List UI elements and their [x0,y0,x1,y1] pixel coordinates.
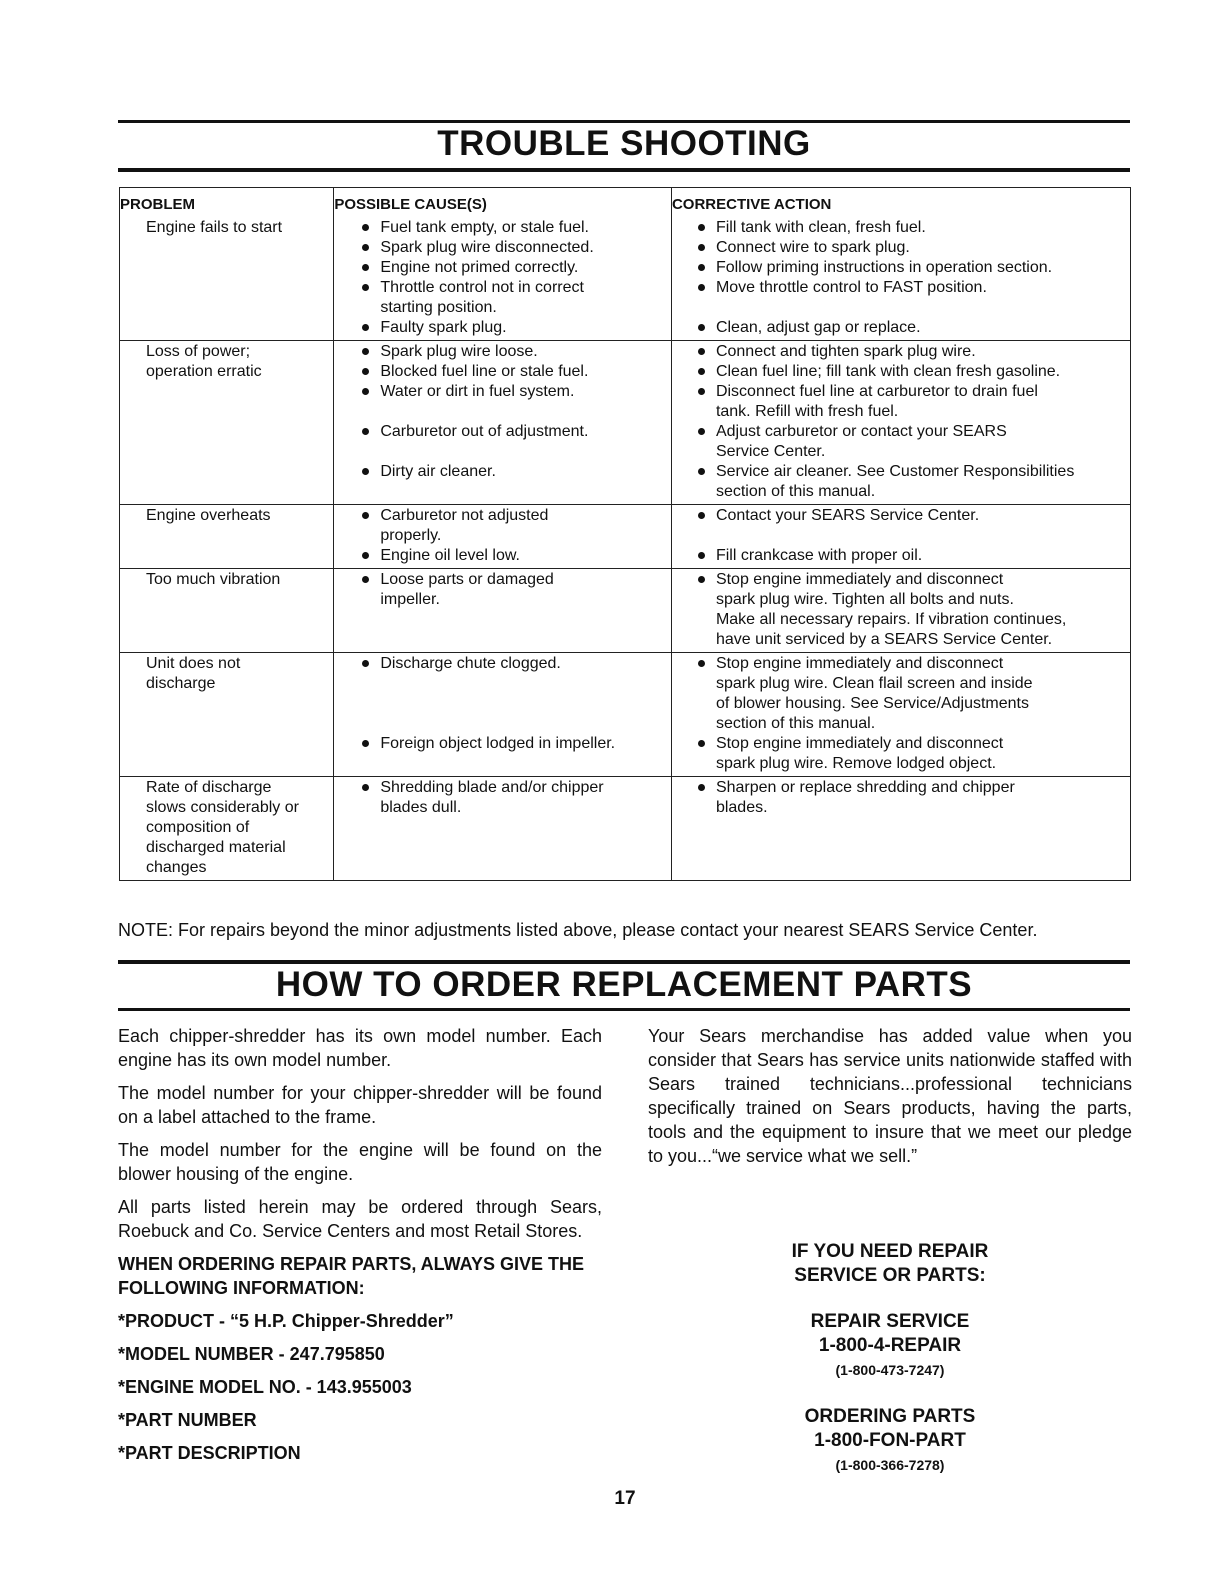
repair-service-label: REPAIR SERVICE [810,1311,970,1332]
problem-text: composition of [146,819,250,836]
action-item: Clean, adjust gap or replace. [696,318,1126,338]
problem-text: Loss of power; [146,343,251,360]
table-row [120,653,1131,777]
cause-item: Spark plug wire disconnected. [360,238,665,258]
problem-text: discharge [146,675,216,692]
problem-header: PROBLEM [120,188,334,218]
cause-item: Carburetor not adjusted [360,506,665,526]
table-row [120,217,1131,341]
table-row [120,569,1131,653]
ordering-item: *PRODUCT - “5 H.P. Chipper-Shredder” [118,1311,454,1331]
action-item-continued: spark plug wire. Remove lodged object. [715,755,997,772]
action-item-continued: Make all necessary repairs. If vibration continues, [715,611,1067,628]
ordering-item: *PART NUMBER [118,1410,257,1430]
cause-item: Engine oil level low. [360,546,665,566]
problem-text: operation erratic [146,363,262,380]
order-section-top-rule [118,960,1130,964]
ordering-parts-block [760,1405,1020,1475]
cause-item: Fuel tank empty, or stale fuel. [360,218,665,238]
ordering-info-heading: WHEN ORDERING REPAIR PARTS, ALWAYS GIVE THE FOLLOWING INFORMATION: [118,1254,585,1298]
ordering-parts-phone: 1-800-FON-PART [814,1430,966,1451]
paragraph: Each chipper-shredder has its own model number. Each engine has its own model number. [118,1026,602,1070]
order-parts-title: HOW TO ORDER REPLACEMENT PARTS [275,965,973,1004]
action-item: Stop engine immediately and disconnect [696,734,1126,754]
repair-service-phone: 1-800-4-REPAIR [818,1335,962,1356]
paragraph: All parts listed herein may be ordered through Sears, Roebuck and Co. Service Centers and most Retail Stores. [118,1197,602,1241]
action-item: Connect and tighten spark plug wire. [696,342,1126,362]
cause-item: Throttle control not in correct [360,278,665,298]
table-header-row [120,188,1131,218]
cause-item: Engine not primed correctly. [360,258,665,278]
table-row [120,777,1131,881]
cause-item-continued: blades dull. [380,799,462,816]
repair-note: NOTE: For repairs beyond the minor adjustments listed above, please contact your nearest SEARS Service Center. [118,920,1038,940]
ordering-parts-digits: (1-800-366-7278) [835,1457,945,1473]
problem-text: Unit does not [146,655,241,672]
cause-item: Spark plug wire loose. [360,342,665,362]
table-row [120,341,1131,505]
action-item-continued: section of this manual. [715,483,876,500]
cause-item-continued: impeller. [380,591,440,608]
cause-item: Discharge chute clogged. [360,654,665,674]
cause-item: Blocked fuel line or stale fuel. [360,362,665,382]
page-number: 17 [614,1488,636,1509]
cause-item: Foreign object lodged in impeller. [360,734,665,754]
paragraph: The model number for the engine will be found on the blower housing of the engine. [118,1140,602,1184]
problem-text: changes [146,859,207,876]
problem-text: Too much vibration [146,571,281,588]
title-underline [118,168,1130,172]
trouble-shooting-title: TROUBLE SHOOTING [437,124,811,163]
action-item: Stop engine immediately and disconnect [696,570,1126,590]
action-item-continued: spark plug wire. Tighten all bolts and nuts. [715,591,1014,608]
paragraph: The model number for your chipper-shredder will be found on a label attached to the frame. [118,1083,602,1127]
order-title-underline [118,1008,1130,1011]
action-item: Fill crankcase with proper oil. [696,546,1126,566]
problem-text: Engine fails to start [146,219,283,236]
trouble-shooting-table [119,187,1131,881]
action-item: Adjust carburetor or contact your SEARS [696,422,1126,442]
action-header: CORRECTIVE ACTION [671,188,1130,218]
action-item-continued: of blower housing. See Service/Adjustments [715,695,1029,712]
top-rule [118,120,1130,123]
need-repair-block [760,1240,1020,1288]
action-item: Contact your SEARS Service Center. [696,506,1126,526]
action-item-continued: spark plug wire. Clean flail screen and inside [715,675,1033,692]
order-left-column [118,1024,602,1474]
cause-item-continued: starting position. [380,299,497,316]
problem-text: slows considerably or [146,799,299,816]
problem-text: Engine overheats [146,507,271,524]
action-item: Move throttle control to FAST position. [696,278,1126,298]
problem-text: discharged material [146,839,286,856]
need-repair-line: SERVICE OR PARTS: [794,1265,986,1286]
action-item: Clean fuel line; fill tank with clean fresh gasoline. [696,362,1126,382]
action-item: Service air cleaner. See Customer Responsibilities [696,462,1126,482]
action-item: Sharpen or replace shredding and chipper [696,778,1126,798]
cause-item: Faulty spark plug. [360,318,665,338]
action-item-continued: tank. Refill with fresh fuel. [715,403,899,420]
causes-header: POSSIBLE CAUSE(S) [334,188,672,218]
cause-item-continued: properly. [380,527,442,544]
action-item: Stop engine immediately and disconnect [696,654,1126,674]
action-item: Fill tank with clean, fresh fuel. [696,218,1126,238]
action-item-continued: Service Center. [715,443,826,460]
action-item-continued: have unit serviced by a SEARS Service Center. [715,631,1053,648]
table-row [120,505,1131,569]
cause-item: Carburetor out of adjustment. [360,422,665,442]
cause-item: Water or dirt in fuel system. [360,382,665,402]
ordering-parts-label: ORDERING PARTS [804,1406,976,1427]
repair-service-digits: (1-800-473-7247) [835,1362,945,1378]
ordering-item: *MODEL NUMBER - 247.795850 [118,1344,385,1364]
repair-service-block [760,1310,1020,1380]
action-item: Connect wire to spark plug. [696,238,1126,258]
cause-item: Dirty air cleaner. [360,462,665,482]
service-paragraph: Your Sears merchandise has added value when you consider that Sears has service units nationwide staffed with Sears trained technicians...professional technicians specifically trained on Sears products, having the parts, tools and the equipment to insure that we meet our pledge to you...“we service what we sell.” [648,1026,1132,1166]
action-item-continued: blades. [715,799,768,816]
action-item: Disconnect fuel line at carburetor to drain fuel [696,382,1126,402]
problem-text: Rate of discharge [146,779,272,796]
ordering-item: *ENGINE MODEL NO. - 143.955003 [118,1377,412,1397]
action-item-continued: section of this manual. [715,715,876,732]
cause-item: Loose parts or damaged [360,570,665,590]
ordering-item: *PART DESCRIPTION [118,1443,301,1463]
order-right-column [648,1024,1132,1168]
cause-item: Shredding blade and/or chipper [360,778,665,798]
action-item: Follow priming instructions in operation section. [696,258,1126,278]
need-repair-line: IF YOU NEED REPAIR [791,1241,989,1262]
